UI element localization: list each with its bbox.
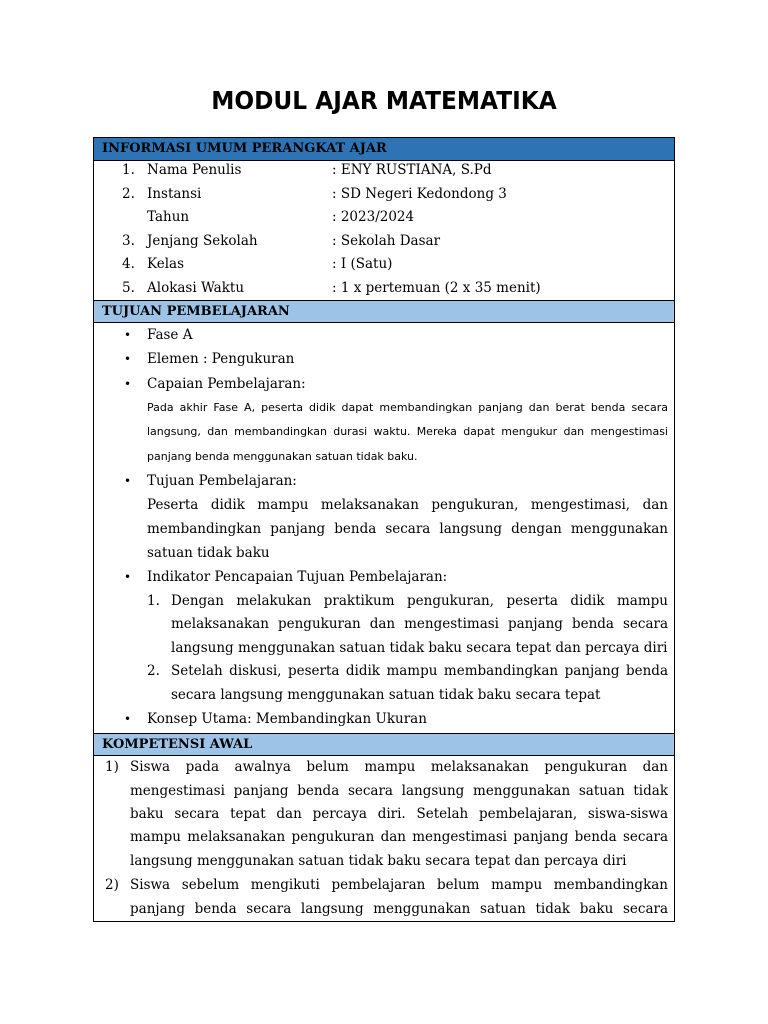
kompetensi-number: 1): [105, 759, 119, 775]
paragraph-line: langsung, dan membandingkan durasi waktu. Mereka dapat mengukur dan mengestimasi: [147, 425, 668, 438]
bullet-icon: •: [124, 712, 132, 726]
bullet-text: Fase A: [147, 327, 193, 343]
kompetensi-line: panjang benda secara langsung menggunakan satuan tidak baku secara: [130, 901, 668, 917]
info-row-label: Alokasi Waktu: [147, 280, 245, 296]
bullet-icon: •: [124, 328, 132, 342]
info-row-number: 1.: [122, 162, 135, 178]
section-header-kompetensi: KOMPETENSI AWAL: [94, 733, 674, 756]
info-row-value: : Sekolah Dasar: [332, 233, 441, 249]
info-row-value: : 1 x pertemuan (2 x 35 menit): [332, 280, 541, 296]
paragraph-line: satuan tidak baku: [147, 545, 270, 561]
indikator-line: langsung menggunakan satuan tidak baku secara tepat dan percaya diri: [171, 640, 668, 656]
bullet-text: Elemen : Pengukuran: [147, 351, 295, 367]
info-row-value: : SD Negeri Kedondong 3: [332, 186, 507, 202]
page-title: MODUL AJAR MATEMATIKA: [211, 86, 557, 115]
kompetensi-line: Siswa sebelum mengikuti pembelajaran belum mampu membandingkan: [130, 877, 668, 893]
indikator-line: Dengan melakukan praktikum pengukuran, peserta didik mampu: [171, 593, 668, 609]
section-header-tujuan: TUJUAN PEMBELAJARAN: [94, 300, 674, 323]
info-row-label: Instansi: [147, 186, 202, 202]
indikator-line: melaksanakan pengukuran dan mengestimasi panjang benda secara: [171, 616, 668, 632]
bullet-icon: •: [124, 352, 132, 366]
info-row-value: : I (Satu): [332, 256, 393, 272]
info-row-label: Tahun: [147, 209, 190, 225]
indikator-number: 1.: [147, 593, 160, 609]
info-row-number: 5.: [122, 280, 135, 296]
bullet-text: Konsep Utama: Membandingkan Ukuran: [147, 711, 427, 727]
bullet-text: Indikator Pencapaian Tujuan Pembelajaran:: [147, 569, 448, 585]
indikator-line: secara langsung menggunakan satuan tidak baku secara tepat: [171, 687, 601, 703]
info-row-value: : ENY RUSTIANA, S.Pd: [332, 162, 492, 178]
indikator-number: 2.: [147, 663, 160, 679]
info-row-label: Jenjang Sekolah: [147, 233, 258, 249]
kompetensi-line: Siswa pada awalnya belum mampu melaksanakan pengukuran dan: [130, 759, 668, 775]
bullet-icon: •: [124, 570, 132, 584]
paragraph-line: panjang benda menggunakan satuan tidak baku.: [147, 450, 418, 463]
kompetensi-line: langsung menggunakan satuan tidak baku secara tepat dan percaya diri: [130, 853, 627, 869]
info-row-label: Kelas: [147, 256, 185, 272]
bullet-icon: •: [124, 377, 132, 391]
kompetensi-line: baku secara tepat dan percaya diri. Setelah pembelajaran, siswa-siswa: [130, 806, 668, 822]
info-row-number: 2.: [122, 186, 135, 202]
info-row-number: 3.: [122, 233, 135, 249]
indikator-line: Setelah diskusi, peserta didik mampu membandingkan panjang benda: [171, 663, 668, 679]
bullet-text: Tujuan Pembelajaran:: [147, 473, 297, 489]
paragraph-line: Peserta didik mampu melaksanakan pengukuran, mengestimasi, dan: [147, 497, 668, 513]
info-row-label: Nama Penulis: [147, 162, 242, 178]
paragraph-line: Pada akhir Fase A, peserta didik dapat membandingkan panjang dan berat benda secara: [147, 401, 668, 414]
info-row-value: : 2023/2024: [332, 209, 415, 225]
kompetensi-line: mampu melaksanakan pengukuran dan mengestimasi panjang benda secara: [130, 829, 668, 845]
bullet-icon: •: [124, 474, 132, 488]
paragraph-line: membandingkan panjang benda secara langsung dengan menggunakan: [147, 521, 668, 537]
section-header-informasi: INFORMASI UMUM PERANGKAT AJAR: [94, 138, 674, 161]
kompetensi-line: mengestimasi panjang benda secara langsung menggunakan satuan tidak: [130, 783, 668, 799]
info-row-number: 4.: [122, 256, 135, 272]
module-table: [93, 137, 675, 922]
kompetensi-number: 2): [105, 877, 119, 893]
bullet-text: Capaian Pembelajaran:: [147, 376, 306, 392]
